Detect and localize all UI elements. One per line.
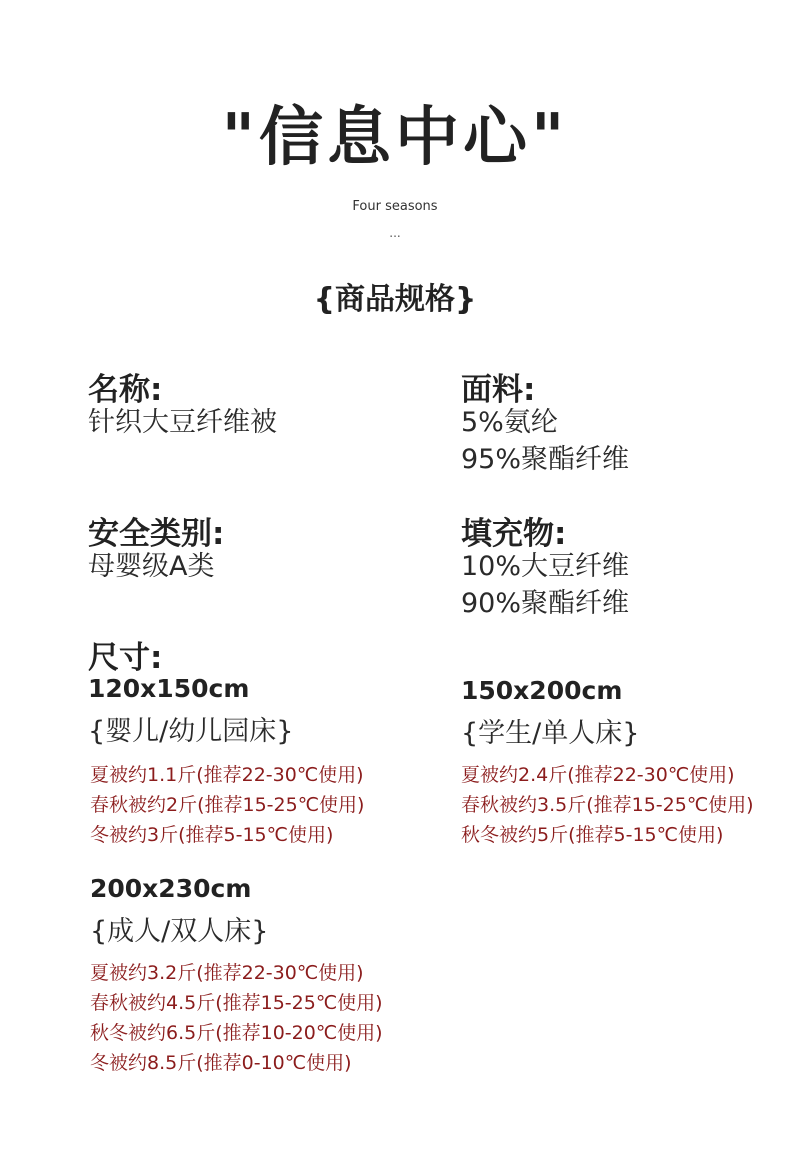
size-label: 尺寸: bbox=[88, 640, 163, 676]
fabric-label: 面料: bbox=[461, 372, 536, 408]
section-title: {商品规格} bbox=[313, 282, 477, 317]
name-label: 名称: bbox=[88, 372, 163, 408]
fabric-value-2: 95%聚酯纤维 bbox=[461, 444, 630, 475]
filling-value-2: 90%聚酯纤维 bbox=[461, 588, 630, 619]
size-name-2: 150x200cm bbox=[461, 676, 623, 705]
page-subtitle: Four seasons bbox=[352, 199, 438, 214]
safety-value: 母婴级A类 bbox=[88, 551, 215, 582]
size-use-1: {婴儿/幼儿园床} bbox=[88, 716, 294, 747]
size-2-rec-2: 春秋被约3.5斤(推荐15-25℃使用) bbox=[461, 794, 754, 816]
ellipsis-text: ... bbox=[389, 226, 401, 240]
size-name-1: 120x150cm bbox=[88, 674, 250, 703]
size-3-rec-3: 秋冬被约6.5斤(推荐10-20℃使用) bbox=[90, 1022, 383, 1044]
filling-label: 填充物: bbox=[461, 516, 567, 552]
size-3-rec-1: 夏被约3.2斤(推荐22-30℃使用) bbox=[90, 962, 364, 984]
size-use-3: {成人/双人床} bbox=[90, 916, 269, 947]
size-1-rec-1: 夏被约1.1斤(推荐22-30℃使用) bbox=[90, 764, 364, 786]
name-value: 针织大豆纤维被 bbox=[88, 407, 277, 438]
size-3-rec-4: 冬被约8.5斤(推荐0-10℃使用) bbox=[90, 1052, 352, 1074]
size-3-rec-2: 春秋被约4.5斤(推荐15-25℃使用) bbox=[90, 992, 383, 1014]
filling-value-1: 10%大豆纤维 bbox=[461, 551, 630, 582]
size-2-rec-1: 夏被约2.4斤(推荐22-30℃使用) bbox=[461, 764, 735, 786]
page-title: "信息中心" bbox=[221, 101, 569, 175]
size-1-rec-2: 春秋被约2斤(推荐15-25℃使用) bbox=[90, 794, 365, 816]
size-1-rec-3: 冬被约3斤(推荐5-15℃使用) bbox=[90, 824, 334, 846]
size-name-3: 200x230cm bbox=[90, 874, 252, 903]
safety-label: 安全类别: bbox=[88, 516, 225, 552]
size-2-rec-3: 秋冬被约5斤(推荐5-15℃使用) bbox=[461, 824, 724, 846]
size-use-2: {学生/单人床} bbox=[461, 718, 640, 749]
fabric-value-1: 5%氨纶 bbox=[461, 407, 558, 438]
